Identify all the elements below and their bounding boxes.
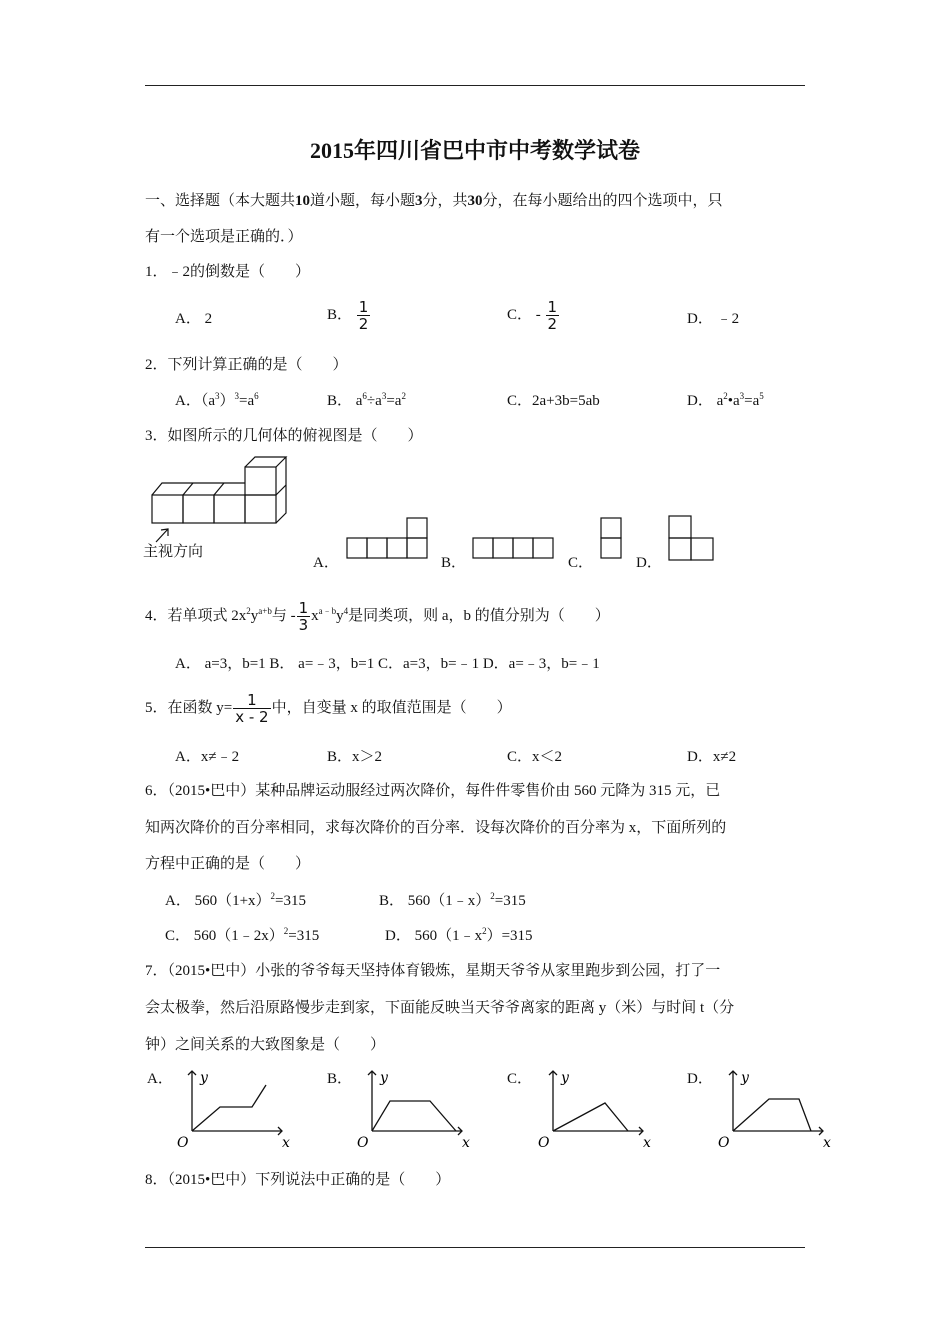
q2-option-d[interactable]: D． $a^2•a^3=a^5$ bbox=[687, 391, 764, 409]
view-direction-label: 主视方向 bbox=[143, 542, 204, 560]
q7-option-a[interactable]: A． bbox=[147, 1071, 173, 1087]
q6-line1: 6．（2015•巴中）某种品牌运动服经过两次降价，每件件零售价由 560 元降为 315 元，已 bbox=[145, 783, 721, 799]
axis-x-label: x bbox=[643, 1135, 651, 1151]
solid-figure bbox=[140, 455, 300, 555]
q3-option-c-figure bbox=[600, 517, 624, 561]
q2-option-b[interactable]: B． $a^6\div a^3=a^2$ bbox=[327, 391, 406, 409]
q2-option-a[interactable]: A．$(a^3)^3=a^6$ bbox=[175, 391, 259, 409]
q6-line3: 方程中正确的是（ ） bbox=[145, 856, 311, 872]
bottom-rule bbox=[145, 1247, 805, 1248]
q4-stem: 4．若单项式 $2x^2y^{a+b}$与 - $\frac{1}{3}$ $x^{a﹣b}y^4$是同类项，则 a，b 的值分别为（ ） bbox=[145, 599, 610, 635]
top-rule bbox=[145, 85, 805, 86]
q3-option-d[interactable]: D． bbox=[636, 555, 662, 571]
q6-option-d[interactable]: D． $560(1﹣x^2)=315$ bbox=[385, 926, 533, 944]
axis-y-label: y bbox=[380, 1070, 388, 1086]
q7-option-d[interactable]: D． bbox=[687, 1071, 713, 1087]
q7-option-c[interactable]: C． bbox=[507, 1071, 533, 1087]
q5-option-c[interactable]: C．x＜2 bbox=[507, 749, 563, 765]
q3-option-c[interactable]: C． bbox=[568, 555, 594, 571]
axis-x-label: x bbox=[462, 1135, 470, 1151]
q5-option-d[interactable]: D．x≠2 bbox=[687, 749, 737, 765]
fraction: $\frac{1}{3}$ bbox=[298, 599, 309, 635]
fraction: $\frac{1}{x - 2}$ bbox=[235, 691, 269, 727]
q6-line2: 知两次降价的百分率相同，求每次降价的百分率．设每次降价的百分率为 x，下面所列的 bbox=[145, 820, 727, 836]
q1-option-c[interactable]: C． - $\frac{1}{2}$ bbox=[507, 298, 558, 333]
q3-option-b-figure bbox=[472, 537, 556, 561]
q7-option-b[interactable]: B． bbox=[327, 1071, 353, 1087]
q7-graph-b bbox=[352, 1065, 482, 1155]
page-title: 2015年四川省巴中市中考数学试卷 bbox=[309, 138, 640, 163]
q1-stem: 1．﹣2的倒数是（ ） bbox=[145, 264, 311, 280]
q7-graph-c bbox=[533, 1065, 663, 1155]
q8-stem: 8．（2015•巴中）下列说法中正确的是（ ） bbox=[145, 1172, 451, 1188]
q7-graph-a bbox=[172, 1065, 302, 1155]
section-heading-line1: 一、选择题（本大题共10道小题，每小题3分，共30分，在每小题给出的四个选项中，只 bbox=[145, 193, 723, 209]
q7-line1: 7．（2015•巴中）小张的爷爷每天坚持体育锻炼，星期天爷爷从家里跑步到公园，打了一 bbox=[145, 963, 721, 979]
section-heading-line2: 有一个选项是正确的．） bbox=[145, 229, 303, 245]
q3-option-a[interactable]: A． bbox=[313, 555, 339, 571]
q4-options[interactable]: A． a=3，b=1 B． a=﹣3，b=1 C．a=3，b=﹣1 D．a=﹣3，b=﹣1 bbox=[175, 656, 600, 672]
axis-y-label: y bbox=[200, 1070, 208, 1086]
axis-y-label: y bbox=[561, 1070, 569, 1086]
q7-line2: 会太极拳，然后沿原路慢步走到家，下面能反映当天爷爷离家的距离 y（米）与时间 t（分 bbox=[145, 1000, 735, 1016]
q3-option-b[interactable]: B． bbox=[441, 555, 467, 571]
q3-option-a-figure bbox=[346, 517, 430, 561]
q2-option-c[interactable]: C．2a+3b=5ab bbox=[507, 393, 600, 409]
fraction: $\frac{1}{2}$ bbox=[547, 298, 558, 333]
q3-stem: 3．如图所示的几何体的俯视图是（ ） bbox=[145, 428, 423, 444]
axis-x-label: x bbox=[823, 1135, 831, 1151]
q5-option-b[interactable]: B．x＞2 bbox=[327, 749, 383, 765]
q2-stem: 2．下列计算正确的是（ ） bbox=[145, 357, 348, 373]
q5-option-a[interactable]: A．x≠﹣2 bbox=[175, 749, 240, 765]
q1-option-d[interactable]: D． ﹣2 bbox=[687, 311, 740, 327]
q7-line3: 钟）之间关系的大致图象是（ ） bbox=[145, 1037, 386, 1053]
q3-option-d-figure bbox=[668, 515, 716, 561]
origin-label: O bbox=[538, 1135, 550, 1151]
fraction: $\frac{1}{2}$ bbox=[358, 298, 369, 333]
origin-label: O bbox=[357, 1135, 369, 1151]
q6-option-c[interactable]: C． 560（1﹣2x）$^2$=315 bbox=[165, 926, 320, 944]
q7-graph-d bbox=[713, 1065, 843, 1155]
q6-option-a[interactable]: A． $560(1+x)^2=315$ bbox=[165, 891, 307, 909]
q1-option-a[interactable]: A． 2 bbox=[175, 311, 213, 327]
axis-y-label: y bbox=[741, 1070, 749, 1086]
q5-stem: 5．在函数 y= $\frac{1}{x - 2}$ 中，自变量 x 的取值范围是（ ） bbox=[145, 691, 512, 727]
origin-label: O bbox=[177, 1135, 189, 1151]
q6-option-b[interactable]: B． 560（1﹣x）$^2$=315 bbox=[379, 891, 526, 909]
origin-label: O bbox=[718, 1135, 730, 1151]
axis-x-label: x bbox=[282, 1135, 290, 1151]
q1-option-b[interactable]: B． $\frac{1}{2}$ bbox=[327, 298, 369, 333]
